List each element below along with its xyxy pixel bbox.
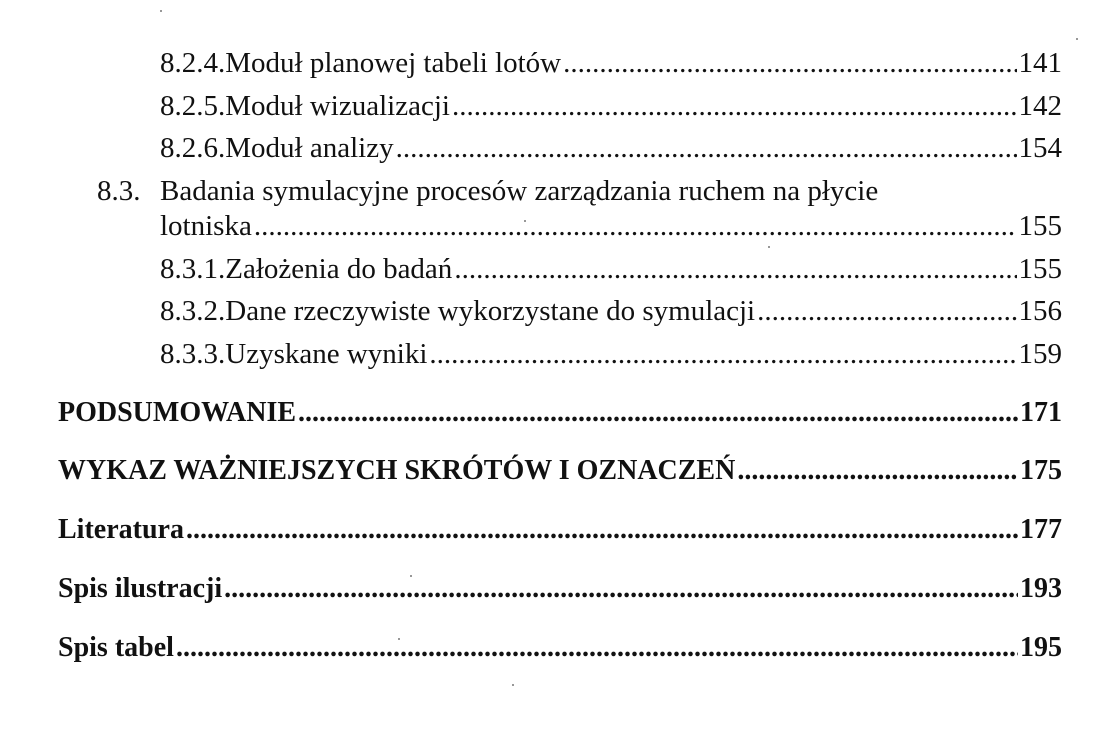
- toc-entry-8-3-line2: [160, 209, 1062, 243]
- toc-entry-8-3-2: [160, 294, 1062, 328]
- entry-number: 8.3.: [97, 175, 141, 207]
- entry-page: 141: [1018, 47, 1062, 79]
- entry-title: Założenia do badań: [225, 253, 453, 285]
- dot-leader: [298, 396, 1018, 430]
- scan-speck: [524, 220, 526, 222]
- chapter-page: 175: [1020, 455, 1062, 486]
- dot-leader: [452, 89, 1017, 123]
- chapter-title: Literatura: [58, 514, 184, 545]
- scan-speck: [512, 684, 514, 686]
- scan-speck: [160, 10, 162, 12]
- scan-speck: [398, 638, 400, 640]
- dot-leader: [254, 209, 1017, 243]
- dot-leader: [454, 252, 1016, 286]
- toc-entry-8-2-5: [160, 89, 1062, 123]
- chapter-title: Spis ilustracji: [58, 573, 223, 604]
- toc-chapter-spis-tabel: [58, 631, 1062, 665]
- toc-chapter-wykaz: [58, 454, 1062, 488]
- entry-title-line1: Badania symulacyjne procesów zarządzania ruchem na płycie: [160, 175, 879, 207]
- dot-leader: [429, 337, 1016, 371]
- entry-page: 155: [1018, 253, 1062, 285]
- chapter-page: 193: [1020, 573, 1062, 604]
- scan-speck: [410, 575, 412, 577]
- scan-speck: [1076, 38, 1078, 40]
- entry-title: Moduł wizualizacji: [225, 90, 450, 122]
- toc-entry-8-2-6: [160, 131, 1062, 165]
- entry-number: 8.3.1.: [160, 253, 226, 285]
- toc-entry-8-2-4: [160, 46, 1062, 80]
- entry-number: 8.2.6.: [160, 132, 226, 164]
- entry-page: 155: [1018, 210, 1062, 242]
- entry-number: 8.2.4.: [160, 47, 226, 79]
- entry-number: 8.3.3.: [160, 338, 226, 370]
- chapter-title: Spis tabel: [58, 632, 174, 663]
- entry-page: 154: [1018, 132, 1062, 164]
- entry-title: Moduł analizy: [225, 132, 394, 164]
- dot-leader: [176, 631, 1018, 665]
- entry-title: Moduł planowej tabeli lotów: [225, 47, 562, 79]
- chapter-page: 171: [1020, 397, 1062, 428]
- entry-page: 142: [1018, 90, 1062, 122]
- entry-page: 156: [1018, 295, 1062, 327]
- dot-leader: [563, 46, 1016, 80]
- dot-leader: [757, 294, 1016, 328]
- entry-title-line2: lotniska: [160, 210, 252, 242]
- entry-number: 8.2.5.: [160, 90, 226, 122]
- toc-chapter-podsumowanie: [58, 396, 1062, 430]
- chapter-title: WYKAZ WAŻNIEJSZYCH SKRÓTÓW I OZNACZEŃ: [58, 455, 736, 486]
- entry-title: Dane rzeczywiste wykorzystane do symulacji: [225, 295, 756, 327]
- toc-entry-8-3-line1: [97, 174, 878, 208]
- toc-entry-8-3-1: [160, 252, 1062, 286]
- toc-entry-8-3-3: [160, 337, 1062, 371]
- chapter-title: PODSUMOWANIE: [58, 397, 297, 428]
- entry-title: Uzyskane wyniki: [225, 338, 428, 370]
- entry-page: 159: [1018, 338, 1062, 370]
- chapter-page: 177: [1020, 514, 1062, 545]
- chapter-page: 195: [1020, 632, 1062, 663]
- toc-chapter-spis-ilustracji: [58, 572, 1062, 606]
- dot-leader: [396, 131, 1017, 165]
- toc-chapter-literatura: [58, 513, 1062, 547]
- dot-leader: [186, 513, 1018, 547]
- scan-speck: [768, 246, 770, 248]
- dot-leader: [737, 454, 1018, 488]
- dot-leader: [224, 572, 1018, 606]
- entry-number: 8.3.2.: [160, 295, 226, 327]
